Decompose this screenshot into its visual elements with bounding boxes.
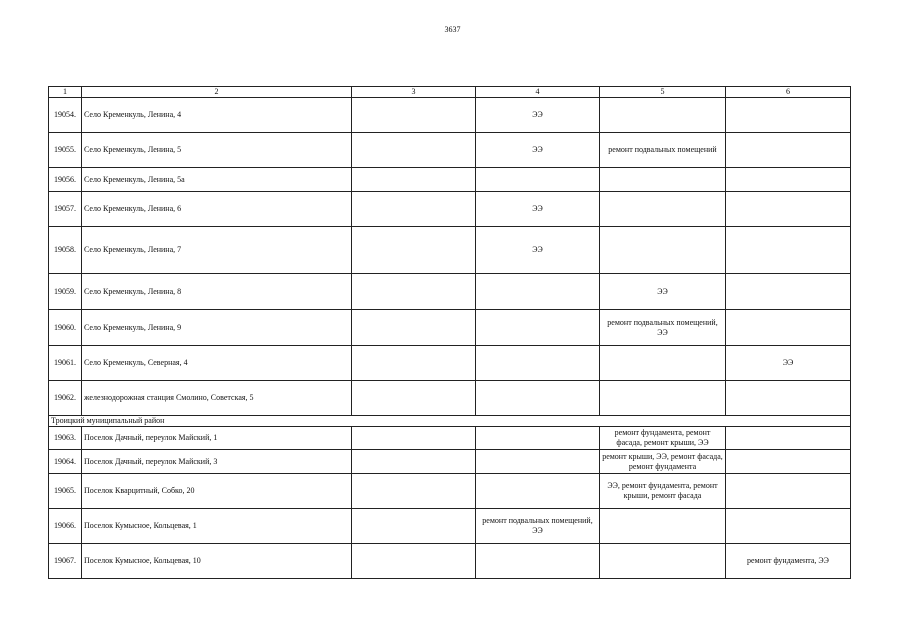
page-number: 3637 [444, 25, 461, 34]
row-number: 19067. [49, 544, 82, 579]
row-col5 [600, 346, 726, 381]
column-header-5: 5 [600, 87, 726, 98]
row-col3 [352, 98, 476, 133]
row-address: Село Кременкуль, Северная, 4 [82, 346, 352, 381]
row-col3 [352, 168, 476, 192]
table-row [49, 168, 851, 192]
table-row [49, 98, 851, 133]
row-col4 [476, 450, 600, 474]
row-address: Село Кременкуль, Ленина, 4 [82, 98, 352, 133]
row-col4: ЭЭ [476, 133, 600, 168]
table-row [49, 346, 851, 381]
table-row [49, 274, 851, 310]
row-col5 [600, 227, 726, 274]
row-col6 [726, 227, 851, 274]
row-col6 [726, 310, 851, 346]
row-col3 [352, 509, 476, 544]
table-row [49, 227, 851, 274]
table-header [49, 87, 851, 98]
row-col4 [476, 427, 600, 450]
row-col3 [352, 450, 476, 474]
row-address: Село Кременкуль, Ленина, 6 [82, 192, 352, 227]
row-number: 19060. [49, 310, 82, 346]
row-number: 19055. [49, 133, 82, 168]
row-col4: ремонт подвальных помещений, ЭЭ [476, 509, 600, 544]
row-number: 19061. [49, 346, 82, 381]
row-col6 [726, 98, 851, 133]
row-col3 [352, 192, 476, 227]
row-col5 [600, 168, 726, 192]
row-address: Поселок Кварцитный, Собко, 20 [82, 474, 352, 509]
row-col3 [352, 381, 476, 416]
row-col6 [726, 427, 851, 450]
table-row [49, 381, 851, 416]
data-table [48, 86, 851, 579]
row-address: железнодорожная станция Смолино, Советская, 5 [82, 381, 352, 416]
row-number: 19058. [49, 227, 82, 274]
table-row [49, 450, 851, 474]
row-col6 [726, 381, 851, 416]
row-col5 [600, 192, 726, 227]
row-col3 [352, 346, 476, 381]
row-col3 [352, 310, 476, 346]
row-number: 19054. [49, 98, 82, 133]
row-col6 [726, 168, 851, 192]
row-number: 19056. [49, 168, 82, 192]
row-col4: ЭЭ [476, 98, 600, 133]
row-col5: ЭЭ, ремонт фундамента, ремонт крыши, ремонт фасада [600, 474, 726, 509]
row-col6: ЭЭ [726, 346, 851, 381]
row-number: 19065. [49, 474, 82, 509]
row-col3 [352, 274, 476, 310]
row-col3 [352, 474, 476, 509]
row-number: 19059. [49, 274, 82, 310]
row-col4 [476, 381, 600, 416]
table-row [49, 544, 851, 579]
row-col5: ремонт подвальных помещений, ЭЭ [600, 310, 726, 346]
table-row [49, 192, 851, 227]
section-title: Троицкий муниципальный район [49, 416, 851, 427]
row-col4 [476, 274, 600, 310]
column-header-3: 3 [352, 87, 476, 98]
row-number: 19064. [49, 450, 82, 474]
row-col6: ремонт фундамента, ЭЭ [726, 544, 851, 579]
row-address: Село Кременкуль, Ленина, 5 [82, 133, 352, 168]
table-row [49, 509, 851, 544]
row-col3 [352, 227, 476, 274]
section-row [49, 416, 851, 427]
row-col6 [726, 274, 851, 310]
row-col4: ЭЭ [476, 192, 600, 227]
column-header-6: 6 [726, 87, 851, 98]
row-col5: ремонт фундамента, ремонт фасада, ремонт крыши, ЭЭ [600, 427, 726, 450]
row-address: Село Кременкуль, Ленина, 9 [82, 310, 352, 346]
column-header-1: 1 [49, 87, 82, 98]
row-col4 [476, 474, 600, 509]
row-address: Поселок Дачный, переулок Майский, 1 [82, 427, 352, 450]
row-col5 [600, 509, 726, 544]
row-address: Поселок Кумысное, Кольцевая, 1 [82, 509, 352, 544]
row-col4: ЭЭ [476, 227, 600, 274]
table-body [49, 98, 851, 579]
row-col5 [600, 544, 726, 579]
table-row [49, 474, 851, 509]
row-col5: ремонт крыши, ЭЭ, ремонт фасада, ремонт фундамента [600, 450, 726, 474]
row-col6 [726, 192, 851, 227]
column-header-4: 4 [476, 87, 600, 98]
row-col6 [726, 133, 851, 168]
row-col6 [726, 509, 851, 544]
row-address: Поселок Кумысное, Кольцевая, 10 [82, 544, 352, 579]
column-header-2: 2 [82, 87, 352, 98]
row-col5: ЭЭ [600, 274, 726, 310]
row-number: 19066. [49, 509, 82, 544]
row-col6 [726, 474, 851, 509]
row-col5 [600, 381, 726, 416]
row-col3 [352, 427, 476, 450]
row-address: Поселок Дачный, переулок Майский, 3 [82, 450, 352, 474]
row-col5 [600, 98, 726, 133]
row-address: Село Кременкуль, Ленина, 8 [82, 274, 352, 310]
row-col4 [476, 310, 600, 346]
row-number: 19062. [49, 381, 82, 416]
table-row [49, 133, 851, 168]
row-col4 [476, 544, 600, 579]
row-col4 [476, 346, 600, 381]
table-row [49, 310, 851, 346]
row-col3 [352, 133, 476, 168]
row-address: Село Кременкуль, Ленина, 5а [82, 168, 352, 192]
row-col4 [476, 168, 600, 192]
row-address: Село Кременкуль, Ленина, 7 [82, 227, 352, 274]
row-col5: ремонт подвальных помещений [600, 133, 726, 168]
row-col3 [352, 544, 476, 579]
row-number: 19057. [49, 192, 82, 227]
table-row [49, 427, 851, 450]
row-number: 19063. [49, 427, 82, 450]
row-col6 [726, 450, 851, 474]
